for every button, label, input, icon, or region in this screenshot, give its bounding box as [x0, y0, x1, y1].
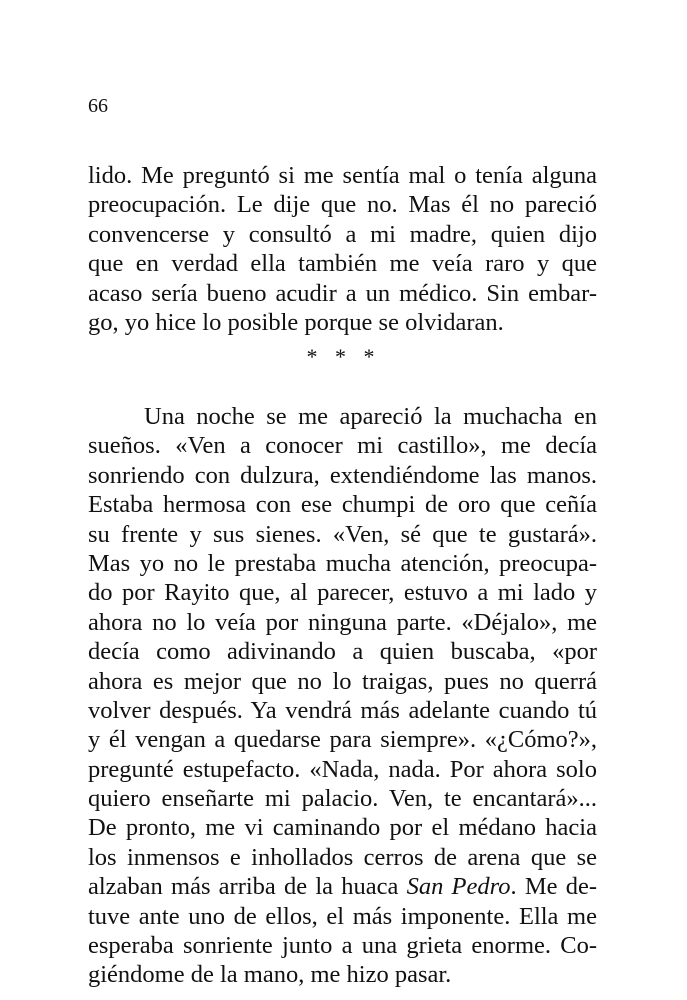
text-line: acaso sería bueno acudir a un médico. Sin embar- [88, 279, 597, 307]
text-line: ahora no lo veía por ninguna parte. «Déjalo», me [88, 608, 597, 636]
text-line: De pronto, me vi caminando por el médano hacia [88, 814, 597, 842]
section-separator: * * * [306, 344, 381, 369]
text-line: tuve ante uno de ellos, el más imponente. Ella me [88, 902, 597, 930]
text-line: lido. Me preguntó si me sentía mal o tenía alguna [88, 162, 597, 189]
text-line: su frente y sus sienes. «Ven, sé que te gustará». [88, 520, 597, 548]
text-segment: alzaban más arriba de la huaca [88, 873, 407, 901]
text-line: convencerse y consultó a mi madre, quien dijo [88, 220, 597, 248]
page-number: 66 [88, 95, 108, 117]
text-line: go, yo hice lo posible porque se olvidaran. [88, 308, 504, 336]
text-line: Estaba hermosa con ese chumpi de oro que ceñía [88, 491, 597, 519]
italic-place-name: San Pedro [406, 873, 511, 901]
text-line: Mas yo no le prestaba mucha atención, preocupa- [88, 549, 597, 577]
text-line: sonriendo con dulzura, extendiéndome las manos. [88, 461, 597, 489]
text-line-with-italic [88, 872, 597, 901]
text-line: quiero enseñarte mi palacio. Ven, te encantará»... [88, 785, 597, 813]
paragraph-dream [88, 402, 597, 990]
text-line: sueños. «Ven a conocer mi castillo», me decía [88, 432, 597, 460]
text-line: decía como adivinando a quien buscaba, «por [88, 638, 597, 666]
text-line: pregunté estupefacto. «Nada, nada. Por ahora solo [88, 755, 597, 783]
text-line: volver después. Ya vendrá más adelante cuando tú [88, 696, 597, 724]
text-line: ahora es mejor que no lo traigas, pues no querrá [88, 667, 597, 695]
text-line: esperaba sonriente junto a una grieta enorme. Co- [88, 932, 597, 960]
text-line: los inmensos e inhollados cerros de arena que se [88, 843, 597, 871]
text-segment: . Me de- [510, 873, 597, 901]
text-line: preocupación. Le dije que no. Mas él no pareció [88, 191, 597, 219]
text-line: y él vengan a quedarse para siempre». «¿Cómo?», [88, 726, 597, 754]
text-line: do por Rayito que, al parecer, estuvo a mi lado y [88, 579, 597, 607]
text-line: Una noche se me apareció la muchacha en [144, 403, 597, 430]
paragraph-continued [88, 161, 597, 337]
text-line: giéndome de la mano, me hizo pasar. [88, 961, 452, 989]
text-line: que en verdad ella también me veía raro y que [88, 250, 597, 278]
